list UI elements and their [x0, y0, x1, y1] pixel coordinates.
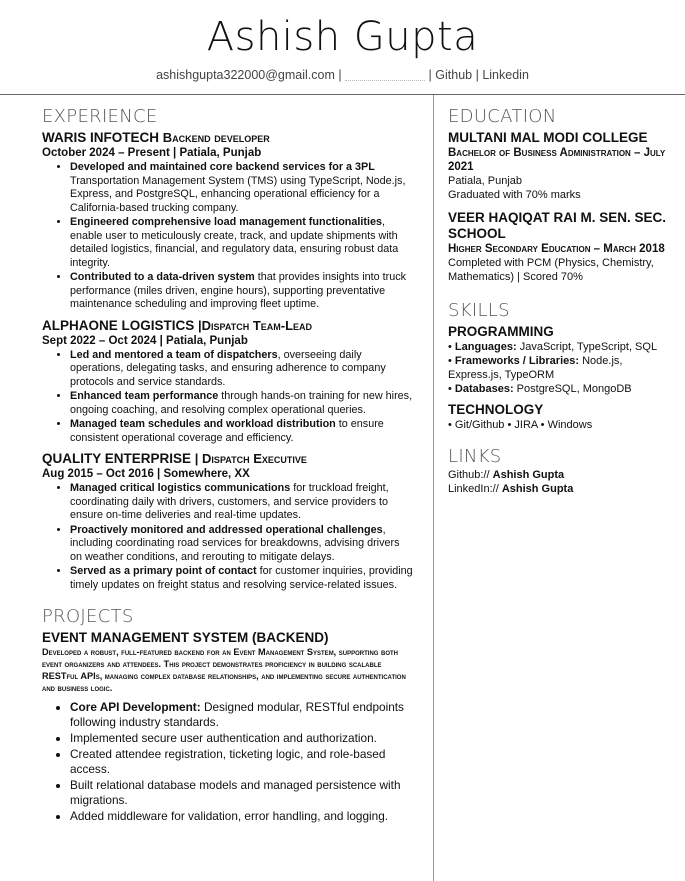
job-entry [42, 318, 414, 446]
linkedin-link[interactable]: Linkedin [482, 68, 529, 82]
bullet-bold: Managed team schedules and workload distribution [70, 418, 336, 430]
project-bullet [70, 731, 414, 746]
bullet-bold: Managed critical logistics communications [70, 482, 291, 494]
job-meta: October 2024 – Present | Patiala, Punjab [42, 147, 262, 159]
job-meta: Sept 2022 – Oct 2024 | Patiala, Punjab [42, 334, 248, 347]
technology-heading: TECHNOLOGY [448, 402, 544, 417]
bullet-text: to ensure consistent operational coverage and efficiency. [70, 418, 384, 444]
bullet-text: Implemented secure user authentication and authorization. [70, 731, 377, 745]
bullet-bold: Developed and maintained core backend services for a 3PL [70, 161, 375, 173]
header-divider [0, 94, 685, 95]
project-bullet [70, 747, 414, 777]
job-entry [42, 451, 414, 592]
bullet-text: , overseeing daily operations, delegating tasks, and ensuring adherence to company protocols and service standards. [70, 348, 386, 388]
company-name: QUALITY ENTERPRISE [42, 451, 192, 466]
job-heading [42, 451, 414, 467]
job-bullets [42, 161, 414, 312]
project-name: EVENT MANAGEMENT SYSTEM (BACKEND) [42, 630, 329, 645]
school-name: MULTANI MAL MODI COLLEGE [448, 130, 648, 145]
job-meta: Aug 2015 – Oct 2016 | Somewhere, XX [42, 468, 250, 480]
project-bullet [70, 809, 414, 824]
job-bullet [70, 565, 414, 592]
links-list [448, 468, 673, 496]
bullet-bold: Served as a primary point of contact [70, 565, 257, 577]
company-name: ALPHAONE LOGISTICS [42, 317, 195, 333]
contact-line: ashishgupta322000@gmail.com | | Github | Linkedin [156, 68, 529, 82]
bullet-text: Added middleware for validation, error handling, and logging. [70, 809, 389, 823]
bullet-text: Created attendee registration, ticketing logic, and role-based access. [70, 747, 386, 776]
skill-line: • Languages: JavaScript, TypeScript, SQL [448, 341, 658, 353]
bullet-text: for truckload freight, coordinating daily with drivers, customers, and service providers to ensure on-time deliveries and real-time updates. [70, 482, 389, 521]
job-bullet [70, 216, 414, 270]
bullet-text: , including coordinating road services for breakdowns, advising drivers on weather conditions, and rerouting to mitigate delays. [70, 523, 400, 563]
bullet-text: that provides insights into truck performance (miles driven, engine hours), supporting preventative maintenance scheduling and improving fleet uptime. [70, 271, 407, 310]
technology-list: • Git/Github • JIRA • Windows [448, 419, 593, 431]
link-line [448, 482, 673, 496]
skill-line: • Frameworks / Libraries: Node.js, Express.js, TypeORM [448, 355, 623, 381]
job-bullet [70, 524, 414, 565]
bullet-text: Transportation Management System (TMS) using TypeScript, Node.js, Express, and PostgreSQL, enhancing operational efficiency for a California-based trucking company. [70, 174, 406, 214]
bullet-text: Built relational database models and managed persistence with migrations. [70, 778, 401, 807]
job-bullets [42, 349, 414, 446]
job-role: |Dispatch Team-Lead [198, 317, 313, 333]
education-entry [448, 130, 673, 202]
bullet-bold: Engineered comprehensive load management functionalities [70, 216, 382, 228]
job-bullet [70, 349, 414, 390]
bullet-text: , enable user to meticulously create, track, and update shipments with detailed logistics, financial, and regulatory data, ensuring robust data integrity. [70, 216, 399, 269]
bullet-bold: Led and mentored a team of dispatchers [70, 348, 278, 361]
skill-values: PostgreSQL, MongoDB [513, 383, 632, 395]
school-name: VEER HAQIQAT RAI M. SEN. SEC. SCHOOL [448, 210, 667, 241]
bullet-text: for customer inquiries, providing timely updates on freight status and resolving service-related issues. [70, 565, 413, 591]
education-detail: Graduated with 70% marks [448, 189, 581, 201]
job-bullet [70, 390, 414, 417]
job-bullet [70, 418, 414, 445]
project-bullet [70, 700, 414, 730]
job-bullets [42, 482, 414, 592]
email-link[interactable]: ashishgupta322000@gmail.com [156, 68, 335, 82]
job-heading [42, 318, 414, 334]
column-divider [433, 95, 434, 881]
link-name[interactable]: Ashish Gupta [492, 469, 565, 481]
job-entry [42, 130, 414, 312]
redacted-phone [345, 70, 425, 81]
job-heading [42, 130, 414, 146]
programming-list [448, 340, 673, 396]
right-column [448, 106, 673, 496]
github-link[interactable]: Github [435, 68, 473, 82]
bullet-bold: Contributed to a data-driven system [70, 271, 255, 283]
bullet-bold: Enhanced team performance [70, 390, 219, 402]
skill-label: Frameworks / Libraries: [454, 355, 580, 367]
bullet-bold: Core API Development: [70, 700, 201, 714]
skill-line: • Databases: PostgreSQL, MongoDB [448, 383, 632, 395]
experience-heading: EXPERIENCE [42, 106, 158, 127]
skill-values: Node.js, Express.js, TypeORM [448, 355, 623, 381]
job-bullet [70, 161, 414, 215]
jobs-list [42, 130, 414, 592]
skills-heading: SKILLS [448, 300, 510, 321]
bullet-text: through hands-on training for new hires, ongoing coaching, and resolving complex operational queries. [70, 390, 413, 416]
company-name: WARIS INFOTECH [42, 130, 159, 145]
links-heading: LINKS [448, 446, 502, 467]
job-bullet [70, 271, 414, 312]
job-role: Backend developer [162, 130, 270, 145]
link-line [448, 468, 673, 482]
link-prefix: Github:// [448, 469, 493, 481]
job-bullet [70, 482, 414, 523]
education-detail: Completed with PCM (Physics, Chemistry, Mathematics) | Scored 70% [448, 257, 654, 283]
job-role: | Dispatch Executive [194, 451, 307, 466]
project-bullet [70, 778, 414, 808]
left-column [42, 106, 414, 825]
education-entry [448, 210, 673, 284]
degree: Higher Secondary Education – March 2018 [448, 243, 665, 255]
education-detail: Patiala, Punjab [448, 175, 522, 187]
bullet-text: Designed modular, RESTful endpoints following industry standards. [70, 700, 404, 729]
skill-label: Databases: [454, 383, 514, 395]
skill-label: Languages: [454, 341, 517, 353]
education-list [448, 130, 673, 284]
education-heading: EDUCATION [448, 106, 557, 127]
degree: Bachelor of Business Administration – July 2021 [448, 147, 666, 173]
bullet-bold: Proactively monitored and addressed operational challenges [70, 523, 383, 536]
programming-heading: PROGRAMMING [448, 324, 554, 339]
project-description: Developed a robust, full-featured backend for an Event Management System, supporting both event organizers and attendees. This project demonstrates proficiency in building scalable RESTful APIs, managing complex database relationships, and implementing secure authentication and business logic. [42, 647, 406, 693]
link-name[interactable]: Ashish Gupta [501, 483, 574, 495]
project-bullets [42, 700, 414, 824]
projects-heading: PROJECTS [42, 606, 134, 627]
resume-name: Ashish Gupta [206, 14, 479, 60]
link-prefix: LinkedIn:// [448, 483, 502, 495]
skill-values: JavaScript, TypeScript, SQL [516, 341, 658, 353]
